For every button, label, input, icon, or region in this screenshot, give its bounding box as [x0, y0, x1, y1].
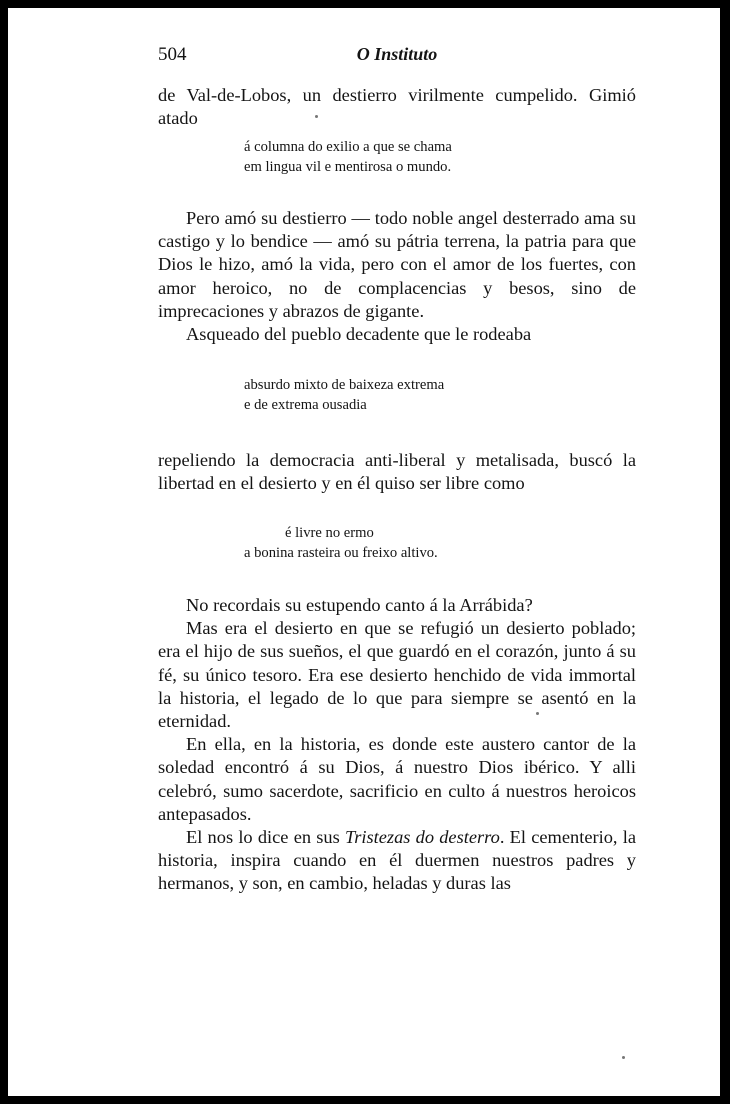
paragraph: En ella, en la historia, es donde este austero cantor de la soledad encontró á su Dios, á nuestro Dios ibérico. Y alli celebró, sumo sacerdote, sacrificio en culto á nuestros heroicos antepasados.	[158, 734, 636, 824]
running-title: O Instituto	[356, 44, 438, 64]
paragraph-block-2	[158, 207, 636, 346]
paragraph: No recordais su estupendo canto á la Arrábida?	[186, 595, 533, 615]
paragraph: de Val-de-Lobos, un destierro virilmente cumpelido. Gimió atado	[158, 85, 636, 129]
paragraph: Mas era el desierto en que se refugió un desierto poblado; era el hijo de sus sueños, el que guardó en el corazón, junto á su fé, su único tesoro. Era ese desierto henchido de vida immortal la historia, el legado de lo que para siempre se asentó en la eternidad.	[158, 618, 636, 732]
paragraph-block-3	[158, 449, 636, 495]
text-run: El nos lo dice en sus	[186, 827, 345, 848]
verse-line: absurdo mixto de baixeza extrema	[244, 377, 445, 393]
paragraph: Pero amó su destierro — todo noble angel desterrado ama su castigo y lo bendice — amó su pátria terrena, la patria para que Dios le hizo, amó la vida, pero con el amor de los fuertes, con amor heroico, no de complacencias y besos, sino de imprecaciones y abrazos de gigante.	[158, 208, 636, 321]
paragraph	[158, 826, 636, 896]
paragraph-block-1	[158, 84, 636, 130]
verse-line: á columna do exilio a que se chama	[244, 139, 452, 155]
paper-speck	[315, 115, 318, 118]
text-run: . El cementerio, la historia, inspira cuando en él duermen nuestros padres y hermanos, y son, en cambio, heladas y duras las	[158, 827, 637, 894]
verse-quote-1	[244, 138, 624, 177]
book-title: Tristezas do desterro	[345, 827, 500, 848]
paragraph-block-4	[158, 594, 636, 896]
paper-speck	[622, 1056, 625, 1059]
verse-line: a bonina rasteira ou freixo altivo.	[244, 544, 438, 561]
verse-line: é livre no ermo	[285, 525, 374, 541]
paper-speck	[536, 712, 539, 715]
paragraph: repeliendo la democracia anti-liberal y metalisada, buscó la libertad en el desierto y en él quiso ser libre como	[158, 450, 636, 494]
verse-quote-2	[244, 376, 624, 415]
verse-line: em lingua vil e mentirosa o mundo.	[244, 158, 452, 175]
page-header	[158, 44, 636, 68]
verse-line: e de extrema ousadia	[244, 396, 367, 413]
book-page	[8, 8, 720, 1096]
paragraph: Asqueado del pueblo decadente que le rodeaba	[186, 324, 532, 345]
page-number: 504	[158, 44, 187, 65]
verse-quote-3	[244, 524, 624, 563]
